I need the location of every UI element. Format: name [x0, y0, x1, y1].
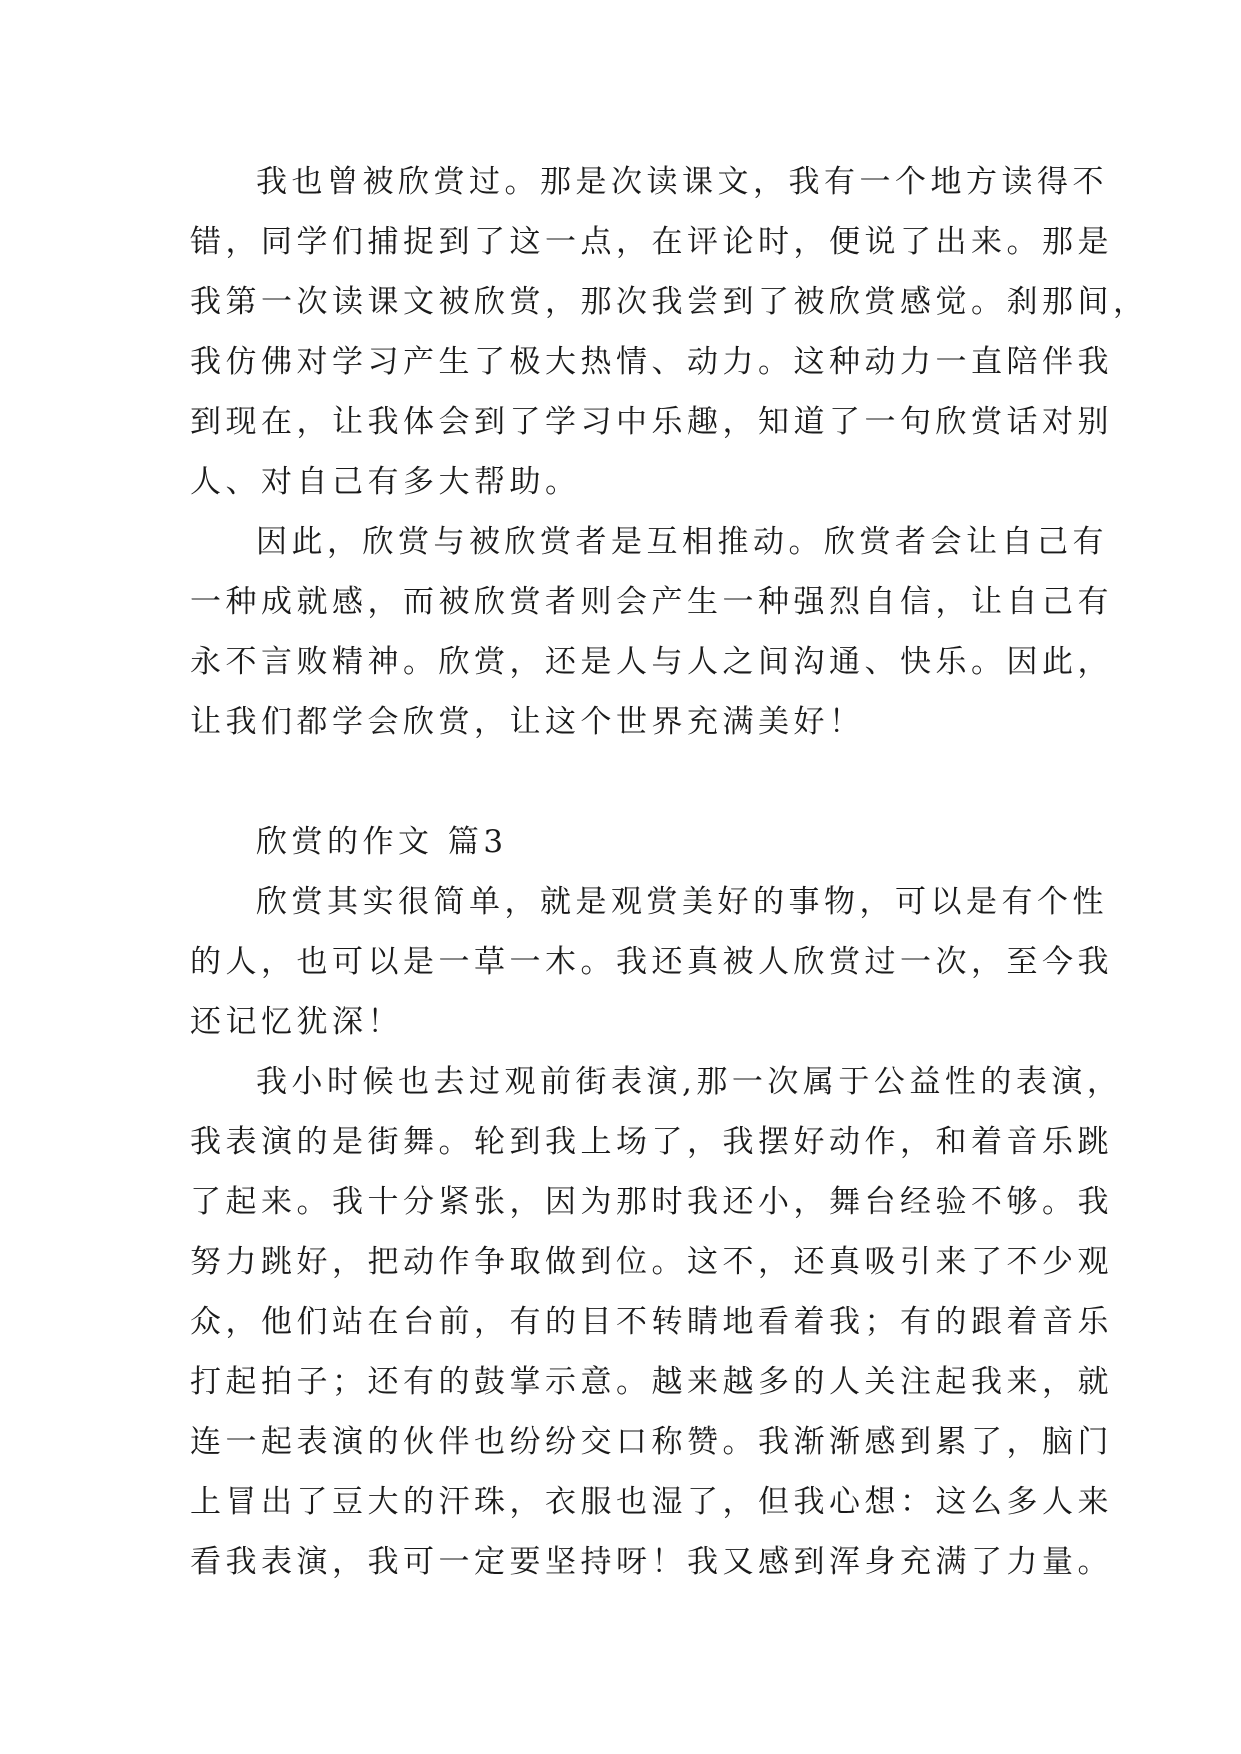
paragraph-spacer [190, 752, 1070, 812]
section-heading-block [190, 812, 1070, 872]
text-line: 还记忆犹深！ [190, 1004, 403, 1040]
text-line: 因此，欣赏与被欣赏者是互相推动。欣赏者会让自己有 [256, 524, 1108, 560]
text-line: 让我们都学会欣赏，让这个世界充满美好！ [190, 704, 865, 740]
text-line: 努力跳好，把动作争取做到位。这不，还真吸引来了不少观 [190, 1244, 1113, 1280]
text-line: 我仿佛对学习产生了极大热情、动力。这种动力一直陪伴我 [190, 344, 1113, 380]
document-page [190, 152, 1149, 1592]
paragraph [190, 872, 1113, 1052]
paragraph [190, 1052, 1123, 1592]
text-line: 欣赏其实很简单，就是观赏美好的事物，可以是有个性 [256, 884, 1108, 920]
text-line: 众，他们站在台前，有的目不转睛地看着我；有的跟着音乐 [190, 1304, 1113, 1340]
text-line: 了起来。我十分紧张，因为那时我还小，舞台经验不够。我 [190, 1184, 1113, 1220]
text-line: 我表演的是街舞。轮到我上场了，我摆好动作，和着音乐跳 [190, 1124, 1113, 1160]
paragraph [190, 152, 1149, 512]
text-line: 人、对自己有多大帮助。 [190, 464, 581, 500]
text-line: 看我表演，我可一定要坚持呀！我又感到浑身充满了力量。 [190, 1544, 1113, 1580]
paragraph [190, 512, 1113, 752]
text-line: 错，同学们捕捉到了这一点，在评论时，便说了出来。那是 [190, 224, 1113, 260]
text-line: 永不言败精神。欣赏，还是人与人之间沟通、快乐。因此， [190, 644, 1113, 680]
text-line: 上冒出了豆大的汗珠，衣服也湿了，但我心想：这么多人来 [190, 1484, 1113, 1520]
text-line: 的人，也可以是一草一木。我还真被人欣赏过一次，至今我 [190, 944, 1113, 980]
text-line: 我也曾被欣赏过。那是次读课文，我有一个地方读得不 [256, 164, 1108, 200]
text-line: 连一起表演的伙伴也纷纷交口称赞。我渐渐感到累了，脑门 [190, 1424, 1113, 1460]
text-line: 我第一次读课文被欣赏，那次我尝到了被欣赏感觉。刹那间， [190, 284, 1149, 320]
text-line: 我小时候也去过观前街表演,那一次属于公益性的表演， [256, 1064, 1123, 1100]
text-line: 打起拍子；还有的鼓掌示意。越来越多的人关注起我来，就 [190, 1364, 1113, 1400]
text-line: 一种成就感，而被欣赏者则会产生一种强烈自信，让自己有 [190, 584, 1113, 620]
text-line: 到现在，让我体会到了学习中乐趣，知道了一句欣赏话对别 [190, 404, 1113, 440]
section-heading: 欣赏的作文 篇3 [256, 824, 508, 860]
